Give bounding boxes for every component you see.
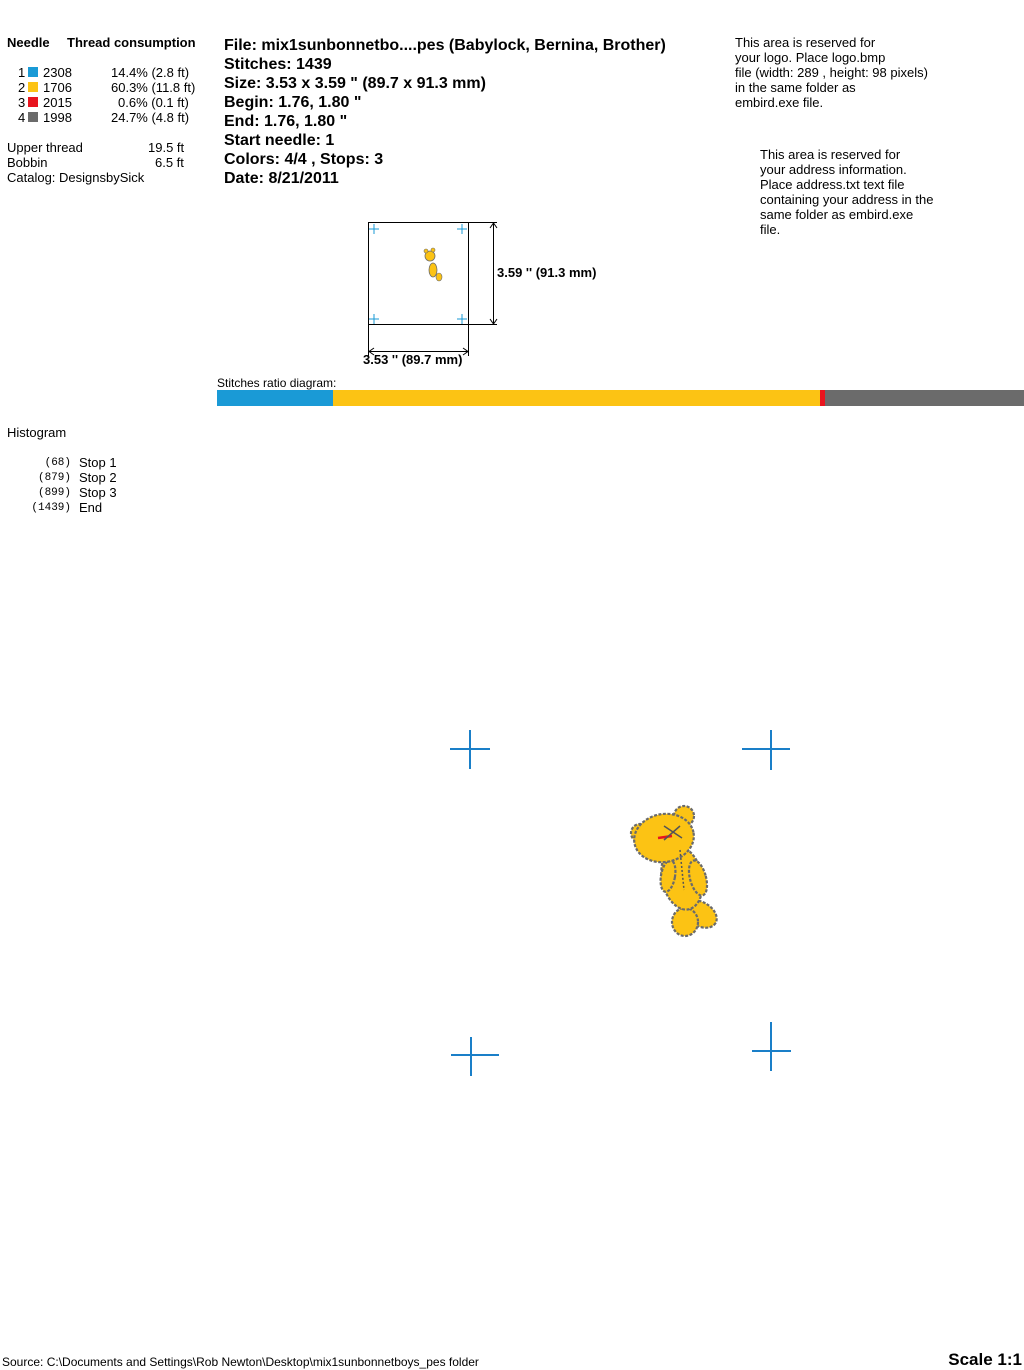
ratio-bar [217,390,1024,406]
crosshair-bottom-right-icon [752,1022,791,1071]
design-preview-thumbnail [360,215,620,370]
height-dimension [469,223,497,325]
logo-note-line: embird.exe file. [735,95,824,110]
needle-number: 1 [18,65,26,80]
histogram-row [0,455,150,470]
teddy-bear-embroidery-icon [630,806,721,936]
thread-row [0,65,215,80]
thread-consumption: 24.7% (4.8 ft) [111,110,190,125]
histogram-label: Stop 1 [79,455,117,470]
bobbin-value: 6.5 ft [155,155,184,170]
color-swatch [28,97,38,107]
stitches-line: Stitches: 1439 [224,56,332,73]
width-label: 3.53 '' (89.7 mm) [363,352,463,367]
histogram-count: (1439) [31,502,71,514]
address-note-line: This area is reserved for [760,147,901,162]
needle-number: 2 [18,80,26,95]
histogram-count: (68) [44,457,71,469]
start-needle-line: Start needle: 1 [224,132,335,149]
histogram-row [0,500,150,515]
thread-code: 1706 [43,80,72,95]
thread-consumption: 60.3% (11.8 ft) [111,80,196,95]
address-note-line: your address information. [760,162,907,177]
thread-code: 2015 [43,95,72,110]
upper-thread-label: Upper thread [7,140,83,155]
logo-note-line: This area is reserved for [735,35,876,50]
address-note-line: containing your address in the [760,192,934,207]
date-line: Date: 8/21/2011 [224,170,339,187]
source-path: Source: C:\Documents and Settings\Rob Newton\Desktop\mix1sunbonnetboys_pes folder [2,1355,479,1369]
file-line: File: mix1sunbonnetbo....pes (Babylock, Bernina, Brother) [224,37,666,54]
histogram-label: End [79,500,103,515]
ratio-segment-needle-1 [217,390,333,406]
histogram-count: (879) [37,472,71,484]
hoop-crosshair-icons [450,730,791,1076]
crosshair-top-right-icon [742,730,790,770]
histogram-label: Stop 3 [79,485,117,500]
needle-number: 4 [18,110,26,125]
logo-note-line: your logo. Place logo.bmp [735,50,886,65]
color-swatch [28,112,38,122]
size-line: Size: 3.53 x 3.59 " (89.7 x 91.3 mm) [224,75,486,92]
thread-row [0,95,215,110]
thread-consumption: 0.6% (0.1 ft) [118,95,189,110]
ratio-segment-needle-2 [333,390,820,406]
design-view [0,700,1024,1120]
height-label: 3.59 '' (91.3 mm) [497,265,597,280]
histogram-list [0,455,150,515]
histogram-count: (899) [37,487,71,499]
needle-number: 3 [18,95,26,110]
address-note-line: file. [760,222,781,237]
logo-note-line: file (width: 289 , height: 98 pixels) [735,65,928,80]
upper-thread-value: 19.5 ft [148,140,185,155]
begin-line: Begin: 1.76, 1.80 " [224,94,362,111]
logo-note-line: in the same folder as [735,80,856,95]
address-note [760,147,933,237]
bobbin-label: Bobbin [7,155,48,170]
scale-label: Scale 1:1 [948,1350,1022,1369]
histogram-row [0,470,150,485]
thread-list [0,65,215,125]
needle-header: Needle [7,35,50,50]
address-note-line: Place address.txt text file [760,177,905,192]
histogram-label: Stop 2 [79,470,117,485]
histogram-title: Histogram [7,425,67,440]
address-note-line: same folder as embird.exe [760,207,914,222]
histogram-row [0,485,150,500]
thread-code: 2308 [43,65,72,80]
thread-code: 1998 [43,110,72,125]
thread-consumption: 14.4% (2.8 ft) [111,65,190,80]
thread-row [0,110,215,125]
color-swatch [28,67,38,77]
logo-note [735,35,928,110]
crosshair-bottom-left-icon [451,1037,499,1076]
thread-row [0,80,215,95]
design-info [224,36,666,188]
colors-stops-line: Colors: 4/4 , Stops: 3 [224,151,384,168]
catalog-text: Catalog: DesignsbySick [7,170,145,185]
crosshair-top-left-icon [450,730,490,769]
ratio-label: Stitches ratio diagram: [217,376,337,390]
ratio-segment-needle-4 [825,390,1024,406]
thread-consumption-header: Thread consumption [67,35,196,50]
design-frame [369,223,469,325]
color-swatch [28,82,38,92]
end-line: End: 1.76, 1.80 " [224,113,348,130]
